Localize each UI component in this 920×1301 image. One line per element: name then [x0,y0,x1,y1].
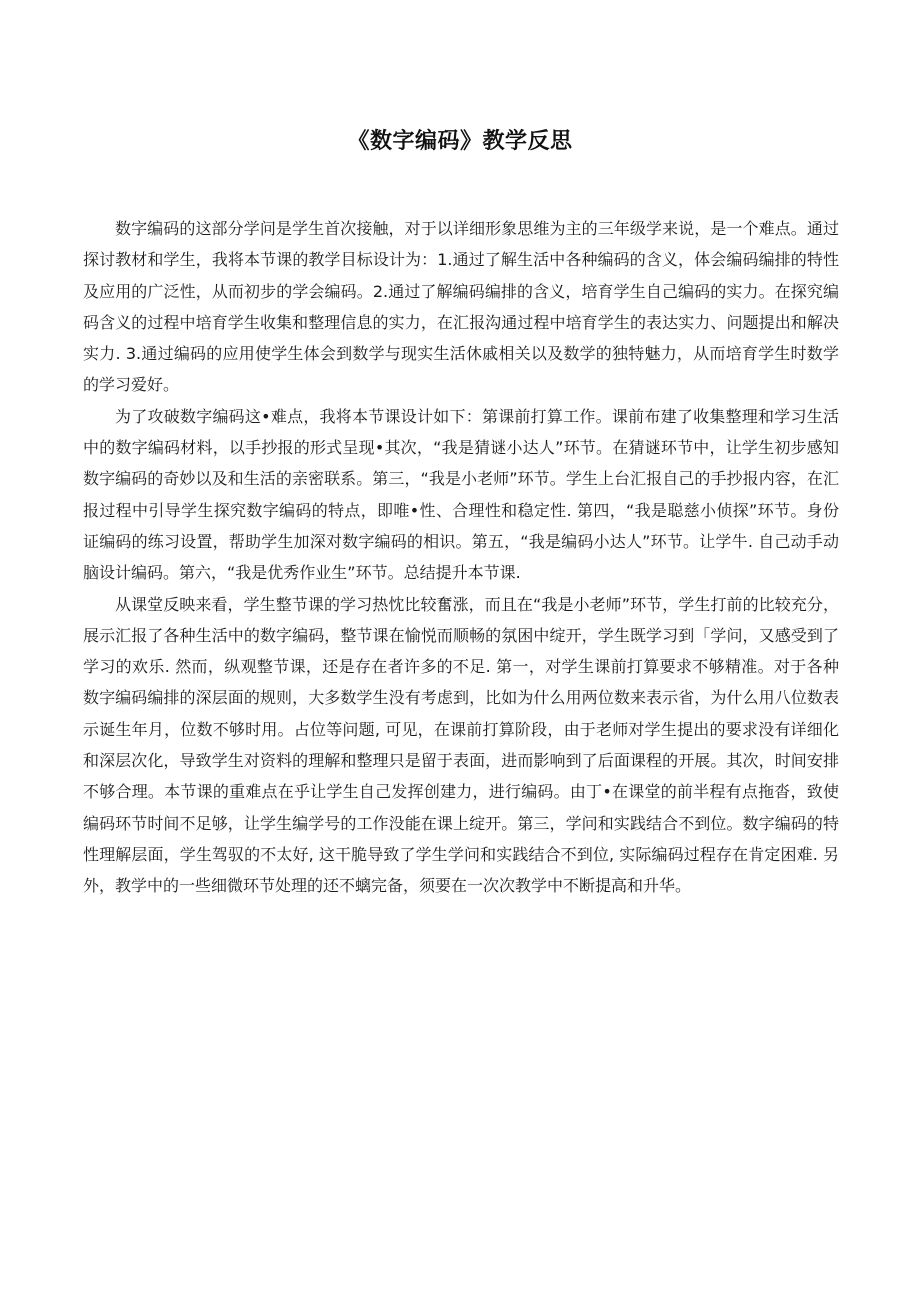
paragraph-teaching-goals: 数字编码的这部分学问是学生首次接触，对于以详细形象思维为主的三年级学来说，是一个难点。通过探讨教材和学生，我将本节课的教学目标设计为：1.通过了解生活中各种编码的含义，体会编码编排的特性及应用的广泛性，从而初步的学会编码。2.通过了解编码编排的含义，培育学生自己编码的实力。在探究编码含义的过程中培育学生收集和整理信息的实力，在汇报沟通过程中培育学生的表达实力、问题提出和解决实力. 3.通过编码的应用使学生体会到数学与现实生活休戚相关以及数学的独特魅力，从而培育学生时数学的学习爱好。 [83,219,839,395]
document-title: 《数字编码》教学反思 [347,129,573,154]
document-body [83,213,839,902]
paragraph-reflection: 从课堂反映来看，学生整节课的学习热忱比较奮涨，而且在“我是小老师”环节，学生打前的比较充分，展示汇报了各种生活中的数字编码，整节课在愉悦而顺畅的氛困中绽开，学生既学习到「学问，又感受到了学习的欢乐. 然而，纵观整节课，还是存在者许多的不足. 第一，对学生课前打算要求不够精准。对于各种数字编码编排的深层面的规则，大多数学生没有考虑到，比如为什么用两位数来表示省，为什么用八位数表示诞生年月，位数不够时用。占位等问题, 可见，在课前打算阶段，由于老师对学生提出的要求没有详细化和深层次化，导致学生对资料的理解和整理只是留于表面，进而影响到了后面课程的开展。其次，时间安排不够合理。本节课的重难点在乎让学生自己发挥创建力，进行编码。由丁•在课堂的前半程有点拖沓，致使编码环节时间不足够，让学生编学号的工作没能在课上绽开。第三，学问和实践结合不到位。数字编码的特性理解层面，学生驾驭的不太好, 这干脆导致了学生学问和实践结合不到位, 实际编码过程存在肯定困难. 另外，教学中的一些细微环节处理的还不螭完备，须要在一次次教学中不断提高和升华。 [83,594,839,896]
paragraph-lesson-design: 为了攻破数字编码这•难点，我将本节课设计如下：第课前打算工作。课前布建了收集整理和学习生活中的数字编码材料，以手抄报的形式呈现•其次，“我是猜谜小达人”环节。在猜谜环节中，让学生初步感知数字编码的奇妙以及和生活的亲密联系。第三，“我是小老师”环节。学生上台汇报自己的手抄报内容，在汇报过程中引导学生探究数字编码的特点，即唯•性、合理性和稳定性. 第四，“我是聪慈小侦探”环节。身份证编码的练习设置，帮助学生加深对数字编码的相识。第五，“我是编码小达人”环节。让学牛. 自己动手动脑设计编码。第六，“我是优秀作业生”环节。总结提升本节课. [83,406,839,583]
